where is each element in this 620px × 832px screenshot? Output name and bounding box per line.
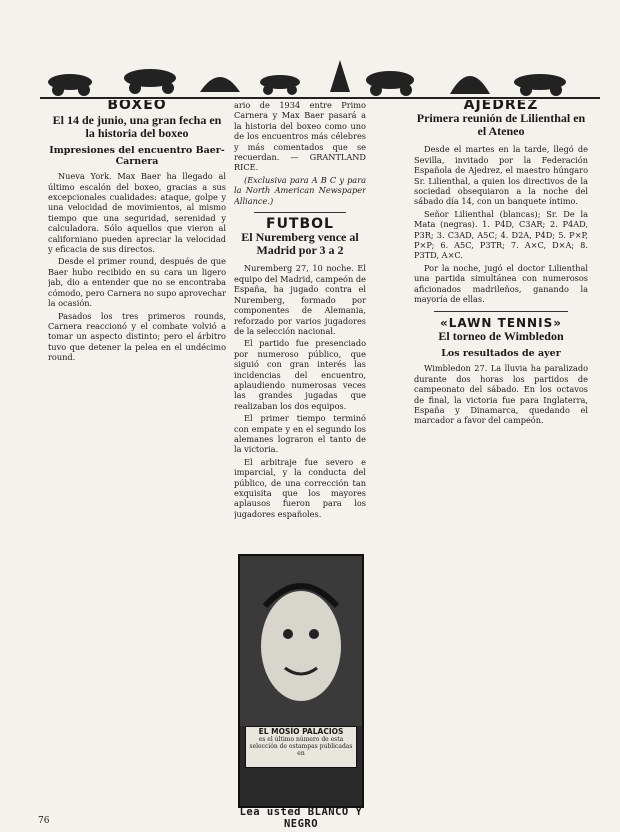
futbol-section-title: FUTBOL [266, 216, 334, 233]
boxeo-continuation: ario de 1934 entre Primo Carnera y Max Baer pasará a la historia del boxeo como uno de los encuentros más célebres y más comentados que se recuerdan. — GRANTLAND RICE. [234, 100, 366, 173]
boxeo-section-title: BOXEO [107, 100, 167, 113]
divider [254, 212, 346, 213]
futbol-paragraph: El partido fue presenciado por numeroso público, que siguió con gran interés las incidencias del encuentro, aplaudiendo numerosas veces las grandes jugadas que realizaban los dos equipos. [234, 338, 366, 411]
middle-column [234, 100, 366, 550]
futbol-paragraph: El primer tiempo terminó con empate y en el segundo los alemanes lograron el tanto de la victoria. [234, 413, 366, 455]
futbol-headline: El Nuremberg vence al Madrid por 3 a 2 [241, 230, 359, 258]
boxeo-paragraph: Nueva York. Max Baer ha llegado al último escalón del boxeo, gracias a sus excepcionales cualidades: ataque, golpe y una velocidad de movimientos, al mismo tiempo que una seguridad, serenidad y calculadora. Sólo aquellos que vieron al californiano pueden apreciar la velocidad y eficacia de sus directos. [48, 171, 226, 255]
divider [434, 311, 568, 312]
boxeo-column [48, 100, 226, 816]
decorative-banner [40, 52, 600, 100]
ad-title: EL MOSÍO PALACIOS [258, 727, 344, 736]
futbol-paragraph: El arbitraje fue severo e imparcial, y la conducta del público, de una corrección tan exquisita que los mayores aplausos fueron para los jugadores españoles. [234, 456, 366, 519]
advertisement-image [238, 554, 364, 808]
ajedrez-paragraph: Por la noche, jugó el doctor Lilienthal una partida simultánea con numerosos aficionados madrileños, ganando la mayoría de ellas. [414, 262, 588, 305]
page-number: 76 [38, 816, 50, 826]
boxeo-paragraph: Desde el primer round, después de que Baer hubo recibido en su cara un ligero jab, dio a entender que no se encontraba cómodo, pero Carnera no supo aprovechar la ocasión. [48, 256, 226, 309]
boxeo-intro: Impresiones del encuentro Baer-Carnera [49, 145, 225, 167]
portrait-illustration [240, 556, 362, 726]
futbol-paragraph: Nuremberg 27, 10 noche. El equipo del Madrid, campeón de España, ha jugado contra el Nuremberg, formado por componentes de Alemania, reforzado por varios jugadores de la selección nacional. [234, 263, 366, 336]
ajedrez-paragraph: Desde el martes en la tarde, llegó de Sevilla, invitado por la Federación Española de Ajedrez, el maestro húngaro Sr. Lilienthal, a quien los directivos de la sociedad obsequiaron a la noche del sábado día 14, con un banquete íntimo. [414, 144, 588, 207]
ad-banner: Lea usted BLANCO Y NEGRO [239, 806, 363, 830]
boxeo-headline: El 14 de junio, una gran fecha en la historia del boxeo [52, 113, 222, 141]
lawn-subhead: Los resultados de ayer [441, 347, 561, 359]
boxeo-paragraph: Pasados los tres primeros rounds, Carnera reaccionó y el combate volvió a tomar un aspecto distinto; pero el árbitro tuvo que detener la pelea en el undécimo round. [48, 310, 226, 363]
ajedrez-section-title: AJEDREZ [463, 100, 539, 113]
ajedrez-headline: Primera reunión de Lilienthal en el Ateneo [416, 111, 586, 139]
ajedrez-paragraph: Señor Lilienthal (blancas); Sr. De la Mata (negras). 1. P4D, C3AR; 2. P4AD, P3R; 3. C3AD, A5C; 4. D2A, P4D; 5. P×P, P×P; 6. A5C, P3TR; 7. A×C, D×A; 8. P3TD, A×C. [414, 208, 588, 261]
lawn-headline: El torneo de Wimbledon [438, 328, 564, 343]
boxeo-credit: (Exclusiva para A B C y para la North American Newspaper Alliance.) [234, 174, 366, 206]
lawn-paragraph: Wimbledon 27. La lluvia ha paralizado durante dos horas los partidos de campeonato del sábado. En los octavos de final, la victoria fue para Inglaterra, España y Dinamarca, quedando el marcador a favor del campeón. [414, 363, 588, 426]
ad-text: es el último número de esta selección de estampas publicadas en [249, 736, 353, 757]
lawn-section-title: «LAWN TENNIS» [440, 315, 562, 330]
right-column [414, 100, 588, 816]
ad-label [245, 726, 357, 768]
